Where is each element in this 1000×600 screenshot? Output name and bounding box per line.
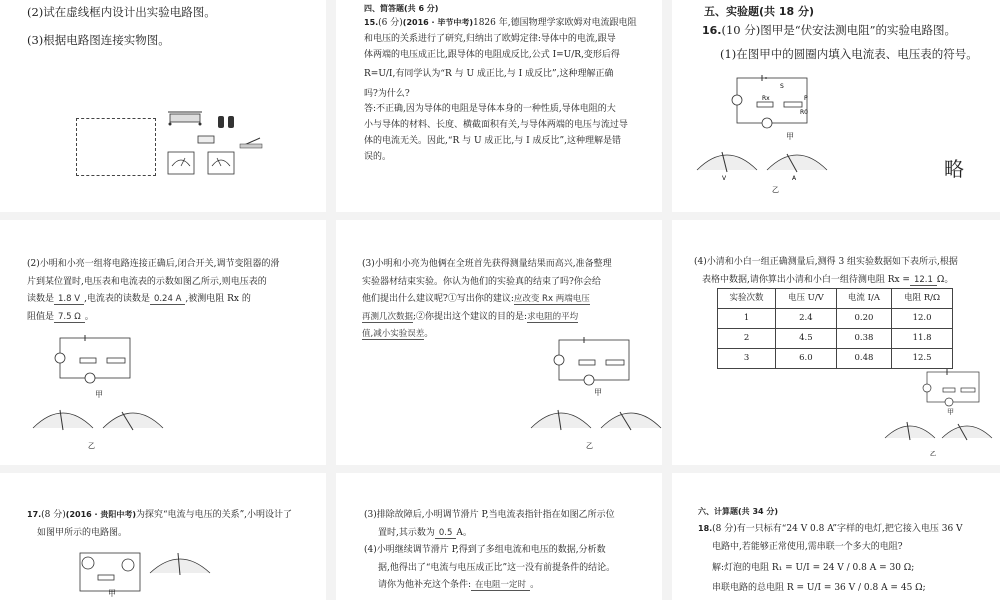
label-jia: 甲 <box>108 589 116 598</box>
q15-answer-line1: 答:不正确,因为导体的电阻是导体本身的一种性质,导体电阻的大 <box>364 104 616 115</box>
purpose-answer-part2: 值,减小实验误差 <box>362 329 425 340</box>
q17-sub4-line3b: 。 <box>530 580 540 591</box>
q16-stem: (10 分)图甲是“伏安法测电阻”的实验电路图。 <box>721 23 957 37</box>
label-jia: 甲 <box>786 132 794 141</box>
section-6-heading: 六、计算题(共 34 分) <box>698 507 779 516</box>
meters-figure-yi <box>882 412 997 460</box>
sub2-line3c: ,被测电阻 Rx 的 <box>185 294 251 305</box>
circuit-diagram-jia <box>722 70 817 132</box>
q18-solution-step1: 解:灯泡的电阻 R₁ = U/I = 24 V / 0.8 A = 30 Ω; <box>712 563 915 574</box>
sub4-line2b: Ω。 <box>936 274 954 285</box>
label-yi: 乙 <box>88 442 95 450</box>
resistance-answer: 7.5 Ω <box>54 312 85 323</box>
table-cell: 11.8 <box>892 329 953 349</box>
battery-icon <box>218 116 234 128</box>
section-4-heading: 四、简答题(共 6 分) <box>364 4 439 13</box>
panel-q17-sub3-sub4 <box>336 473 662 600</box>
q16-sub4-text <box>694 254 994 289</box>
q16-number: 16. <box>702 24 722 37</box>
q17-sub-text <box>364 507 656 595</box>
panel-q14-circuit-design <box>0 0 326 212</box>
svg-text:Rx: Rx <box>762 95 770 102</box>
svg-text:V: V <box>722 175 727 182</box>
sub2-line4a: 阻值是 <box>27 311 55 322</box>
circuit-diagram-jia <box>45 330 140 388</box>
suggestion-answer-part2: 再测几次数据 <box>362 311 414 322</box>
q17-sub4-line3a: 请你为他补充这个条件: <box>378 580 472 591</box>
measurement-data-table <box>717 288 953 369</box>
svg-text:R0: R0 <box>800 109 808 116</box>
circuit-diagram-jia <box>917 366 987 411</box>
label-yi: 乙 <box>930 451 937 458</box>
voltmeter-icon <box>208 152 234 174</box>
section-5-heading: 五、实验题(共 18 分) <box>704 5 815 18</box>
q15-line1: 1826 年,德国物理学家欧姆对电流跟电阻 <box>472 18 637 28</box>
sub3-line3: 他们提出什么建议呢?①写出你的建议: <box>362 294 514 305</box>
label-yi: 乙 <box>772 186 779 194</box>
condition-answer: 在电阻一定时 <box>471 580 530 591</box>
sub3-line4: ;②你提出这个建议的目的是: <box>413 311 528 322</box>
panel-q17 <box>0 473 326 600</box>
table-header-cell: 电压 U/V <box>776 289 837 309</box>
physical-components-figure <box>160 104 270 184</box>
q17-sub4-line2: 据,他得出了“电流与电压成正比”这一没有前提条件的结论。 <box>378 562 616 573</box>
sub2-line3a: 读数是 <box>27 294 55 305</box>
sub2-line3b: ,电流表的读数是 <box>84 294 150 305</box>
svg-text:P: P <box>804 95 808 102</box>
panel-q16-experiment <box>672 0 1000 212</box>
table-cell: 12.0 <box>892 309 953 329</box>
resistor-icon <box>198 136 214 143</box>
q17-source: (2016 · 贵阳中考) <box>65 510 136 519</box>
q17-sub3-line1: (3)排除故障后,小明调节滑片 P,当电流表指针指在如图乙所示位 <box>364 510 615 520</box>
ammeter-icon <box>168 152 194 174</box>
sub2-line4b: 。 <box>84 311 94 322</box>
switch-icon <box>240 138 262 148</box>
panel-q16-sub2 <box>0 220 326 465</box>
q15-text <box>364 16 656 165</box>
q17-score: (8 分) <box>41 510 66 520</box>
q17-number: 17. <box>27 510 42 519</box>
label-jia: 甲 <box>594 388 602 397</box>
meters-figure-yi <box>28 398 173 453</box>
q15-line2: 和电压的关系进行了研究,归纳出了欧姆定律:导体中的电流,跟导 <box>364 33 616 44</box>
q17-sub3-line2a: 置时,其示数为 <box>378 527 435 538</box>
q18-line2: 电路中,若能够正常使用,需串联一个多大的电阻? <box>712 541 903 552</box>
q14-sub3-text: (3)根据电路图连接实物图。 <box>27 33 170 47</box>
table-header-cell: 电阻 R/Ω <box>892 289 953 309</box>
q15-line5: 吗?为什么? <box>364 88 410 99</box>
table-cell: 3 <box>718 349 776 369</box>
q15-number: 15. <box>364 18 379 27</box>
table-header-cell: 电流 I/A <box>836 289 891 309</box>
q15-source: (2016 · 毕节中考) <box>402 18 473 27</box>
table-row <box>718 309 953 329</box>
q16-text <box>702 20 956 42</box>
sub3-line5: 。 <box>424 329 434 340</box>
q15-score: (6 分) <box>378 18 403 28</box>
table-cell: 2 <box>718 329 776 349</box>
label-yi: 乙 <box>586 442 593 450</box>
table-header-row <box>718 289 953 309</box>
panel-q18-calculation <box>672 473 1000 600</box>
q16-sub2-text <box>27 256 319 326</box>
table-cell: 0.48 <box>836 349 891 369</box>
answer-omitted-mark: 略 <box>944 157 964 181</box>
voltmeter-reading-answer: 1.8 V <box>54 294 84 305</box>
q18-solution-step2: 串联电路的总电阻 R = U/I = 36 V / 0.8 A = 45 Ω; <box>712 583 926 594</box>
q16-sub1-text: (1)在图甲中的圆圈内填入电流表、电压表的符号。 <box>720 47 978 61</box>
q18-line1: (8 分)有一只标有“24 V 0.8 A”字样的电灯,把它接入电压 36 V <box>712 524 963 534</box>
q16-sub3-text <box>362 256 654 344</box>
meters-figure-yi <box>526 398 662 453</box>
q17-line1: 为探究“电流与电压的关系”,小明设计了 <box>135 510 293 520</box>
q15-line4: R=U/I,有同学认为“R 与 U 成正比,与 I 成反比”,这种理解正确 <box>364 69 614 80</box>
svg-text:S: S <box>780 83 784 90</box>
sub2-line2: 片到某位置时,电压表和电流表的示数如图乙所示,则电压表的 <box>27 276 267 287</box>
average-resistance-answer: 12.1 <box>910 275 937 286</box>
sub3-line2: 实验器材结束实验。你认为他们的实验真的结束了吗?你会给 <box>362 276 601 287</box>
ammeter-value-answer: 0.5 <box>435 528 457 539</box>
q17-sub4-line1: (4)小明继续调节滑片 P,得到了多组电流和电压的数据,分析数 <box>364 545 606 556</box>
q15-answer-line3: 体的电流无关。因此,“R 与 U 成正比,与 I 成反比”,这种理解是错 <box>364 135 622 146</box>
table-cell: 6.0 <box>776 349 837 369</box>
q17-text <box>27 507 319 542</box>
rheostat-icon <box>168 112 202 126</box>
q15-answer-line4: 误的。 <box>364 151 392 162</box>
table-cell: 0.20 <box>836 309 891 329</box>
table-cell: 4.5 <box>776 329 837 349</box>
q17-sub3-line2b: A。 <box>456 527 472 538</box>
label-jia: 甲 <box>947 408 954 416</box>
circuit-diagram-jia <box>544 332 639 390</box>
q17-line2: 如图甲所示的电路图。 <box>37 527 128 538</box>
meters-figure-yi <box>692 140 837 195</box>
q18-number: 18. <box>698 524 713 533</box>
circuit-design-dashed-box <box>76 118 156 176</box>
table-row <box>718 329 953 349</box>
table-cell: 0.38 <box>836 329 891 349</box>
q14-sub2-text: (2)试在虚线框内设计出实验电路图。 <box>27 5 216 19</box>
panel-q15-short-answer <box>336 0 662 212</box>
purpose-answer-part1: 求电阻的平均 <box>527 311 579 322</box>
sub4-line2a: 表格中数据,请你算出小清和小白一组待测电阻 Rx = <box>702 274 910 285</box>
q15-answer-line2: 小与导体的材料、长度、横截面积有关,与导体两端的电压与流过导 <box>364 120 628 131</box>
table-cell: 1 <box>718 309 776 329</box>
panel-q16-sub4 <box>672 220 1000 465</box>
ammeter-reading-answer: 0.24 A <box>150 294 185 305</box>
panel-q16-sub3 <box>336 220 662 465</box>
q17-circuit-figure <box>70 545 230 597</box>
sub2-line1: (2)小明和小亮一组将电路连接正确后,闭合开关,调节变阻器的滑 <box>27 259 280 269</box>
q15-line3: 体两端的电压成正比,跟导体的电阻成反比,公式 I=U/R,变形后得 <box>364 49 620 60</box>
table-cell: 2.4 <box>776 309 837 329</box>
table-header-cell: 实验次数 <box>718 289 776 309</box>
q18-text <box>698 521 996 598</box>
svg-text:A: A <box>792 175 797 182</box>
sub3-line1: (3)小明和小亮为他俩在全班首先获得测量结果而高兴,准备整理 <box>362 259 612 269</box>
table-cell: 12.5 <box>892 349 953 369</box>
label-jia: 甲 <box>95 390 103 399</box>
suggestion-answer-part1: 应改变 Rx 两端电压 <box>513 294 590 305</box>
sub4-line1: (4)小清和小白一组正确测量后,测得 3 组实验数据如下表所示,根据 <box>694 257 958 267</box>
